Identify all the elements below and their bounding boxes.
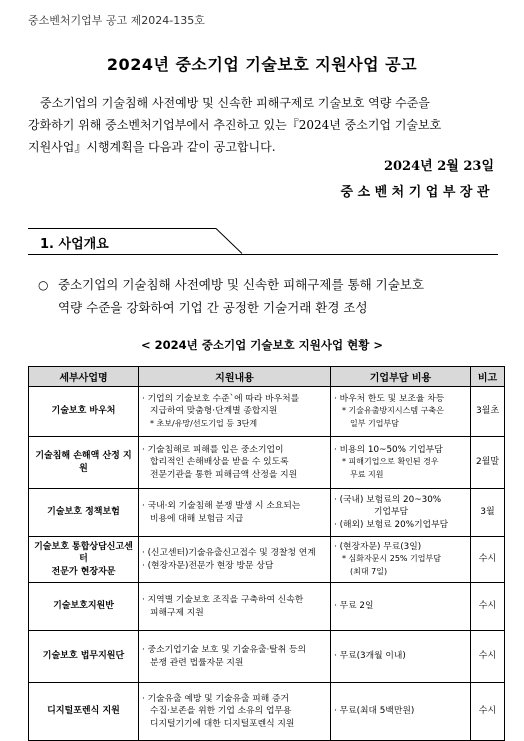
section-heading xyxy=(28,228,243,254)
cost-item: · 비용의 10~50% 기업부담 xyxy=(334,444,443,455)
program-cost: · 무료(3개월 이내) xyxy=(331,631,471,683)
content-item: 비용에 대해 보험금 지급 xyxy=(150,513,244,524)
program-content xyxy=(139,537,331,583)
overview-text xyxy=(58,273,510,319)
cost-item: · (국내) 보험료의 20~30% xyxy=(334,494,442,505)
program-cost xyxy=(331,537,471,583)
program-note: 수시 xyxy=(471,583,505,631)
table-header-row xyxy=(29,367,505,387)
program-name: 기술보호지원반 xyxy=(29,583,139,631)
table-row xyxy=(29,683,505,741)
program-table xyxy=(28,366,505,741)
program-name: 기술보호 정책보험 xyxy=(29,489,139,537)
table-row xyxy=(29,537,505,583)
content-item: 전문기관을 통한 피해금액 산정을 지원 xyxy=(150,469,298,480)
column-header: 비고 xyxy=(471,367,505,387)
content-item: 디지털기기에 대한 디지털포렌식 지원 xyxy=(150,718,295,729)
table-row xyxy=(29,631,505,683)
program-content xyxy=(139,583,331,631)
intro-paragraph xyxy=(28,92,496,158)
cost-subitem: * 피해기업으로 확인된 경우 xyxy=(342,457,439,467)
notice-number: 중소벤처기업부 공고 제2024-135호 xyxy=(28,14,205,27)
program-content xyxy=(139,437,331,489)
table-caption: < 2024년 중소기업 기술보호 지원사업 현황 > xyxy=(141,338,383,352)
program-content xyxy=(139,631,331,683)
program-cost xyxy=(331,489,471,537)
intro-line: 중소기업의 기술침해 사전예방 및 신속한 피해구제로 기술보호 역량 수준을 xyxy=(40,96,430,110)
content-item: · (현장자문)전문가 현장 방문 상담 xyxy=(142,560,274,571)
page-title: 2024년 중소기업 기술보호 지원사업 공고 xyxy=(106,55,418,74)
content-subitem: * 초보/유망/선도기업 등 3단계 xyxy=(150,418,258,428)
section-title: 1. 사업개요 xyxy=(40,237,109,252)
overview-line: 역량 수준을 강화하여 기업 간 공정한 기술거래 환경 조성 xyxy=(58,300,368,315)
intro-line: 지원사업』시행계획을 다음과 같이 공고합니다. xyxy=(28,140,276,154)
notice-date: 2024년 2월 23일 xyxy=(383,159,494,174)
column-header: 기업부담 비용 xyxy=(331,367,471,387)
content-item: 합리적인 손해배상을 받을 수 있도록 xyxy=(150,457,289,468)
program-note: 3월 xyxy=(471,489,505,537)
program-content xyxy=(139,387,331,437)
content-item: · 기술유출 예방 및 기술유출 피해 증거 xyxy=(142,693,290,704)
column-header: 세부사업명 xyxy=(29,367,139,387)
program-content xyxy=(139,683,331,741)
program-cost xyxy=(331,437,471,489)
cost-item: 기업부담 xyxy=(374,507,408,518)
column-header: 지원내용 xyxy=(139,367,331,387)
table-row xyxy=(29,583,505,631)
program-name: 디지털포렌식 지원 xyxy=(29,683,139,741)
cost-subitem: * 심화자문시 25% 기업부담 xyxy=(342,554,441,564)
program-name: 기술보호 법무지원단 xyxy=(29,631,139,683)
table-row xyxy=(29,387,505,437)
program-note: 3월초 xyxy=(471,387,505,437)
program-name: 기술보호 바우처 xyxy=(29,387,139,437)
program-name: 기술침해 손해액 산정 지원 xyxy=(29,437,139,489)
program-note: 수시 xyxy=(471,537,505,583)
content-item: · (신고센터)기술유출신고접수 및 경찰청 연계 xyxy=(142,548,316,558)
cost-subitem: 무료 지원 xyxy=(350,469,384,479)
content-item: · 지역별 기술보호 조직을 구축하여 신속한 xyxy=(142,595,304,605)
section-divider xyxy=(28,254,498,255)
content-item: · 기술침해로 피해를 입은 중소기업이 xyxy=(142,444,284,455)
overview-line: 중소기업의 기술침해 사전예방 및 신속한 피해구제를 통해 기술보호 xyxy=(58,277,424,292)
content-item: · 중소기업기술 보호 및 기술유출·탈취 등의 xyxy=(142,645,307,655)
program-cost xyxy=(331,387,471,437)
content-item: 수집·보존을 위한 기업 소유의 업무용 xyxy=(150,706,292,717)
program-cost: · 무료 2일 xyxy=(331,583,471,631)
content-item: 분쟁 관련 법률자문 지원 xyxy=(150,657,244,668)
program-note: 수시 xyxy=(471,631,505,683)
cost-subitem: (최대 7일) xyxy=(350,566,388,576)
program-name-line: 기술보호 통합상담신고센터 xyxy=(34,541,133,565)
program-note: 2월말 xyxy=(471,437,505,489)
intro-line: 강화하기 위해 중소벤처기업부에서 추진하고 있는『2024년 중소기업 기술보호 xyxy=(28,118,442,132)
content-item: 피해구제 지원 xyxy=(150,607,204,618)
content-item: 지급하여 맞춤형·단계별 종합지원 xyxy=(150,406,278,417)
content-item: · 기업의 기술보호 수준`에 따라 바우처를 xyxy=(142,393,300,404)
program-note: 수시 xyxy=(471,683,505,741)
program-name-line: 전문가 현장자문 xyxy=(51,566,116,577)
program-cost: · 무료(최대 5백만원) xyxy=(331,683,471,741)
cost-item: · (해외) 보험료 20%기업부담 xyxy=(334,519,449,530)
cost-subitem: 일부 기업부담 xyxy=(350,418,399,428)
cost-item: · (현장자문) 무료(3일) xyxy=(334,541,422,552)
table-row xyxy=(29,489,505,537)
content-item: · 국내·외 기술침해 분쟁 발생 시 소요되는 xyxy=(142,501,301,511)
cost-subitem: * 기술유출방지시스템 구축은 xyxy=(342,406,444,416)
issuer: 중소벤처기업부장관 xyxy=(340,185,494,200)
program-content xyxy=(139,489,331,537)
program-name xyxy=(29,537,139,583)
bullet-circle-icon: ○ xyxy=(38,278,49,292)
table-row xyxy=(29,437,505,489)
cost-item: · 바우처 한도 및 보조율 차등 xyxy=(334,393,445,404)
